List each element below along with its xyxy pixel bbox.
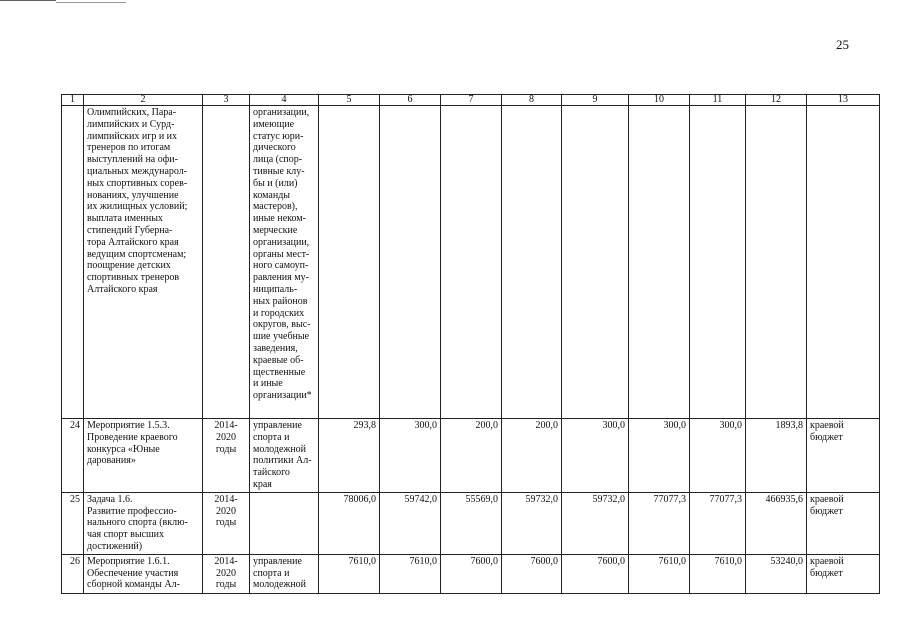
page-number: 25: [836, 37, 849, 52]
amount-cell: 7610,0: [319, 554, 380, 593]
amount-cell: 7600,0: [562, 554, 629, 593]
scan-edge-mark: [56, 2, 126, 3]
amount-cell: 59742,0: [380, 492, 441, 554]
text-line: заведения,: [253, 342, 298, 354]
text-line: шие учебные: [253, 331, 310, 343]
column-number: 7: [441, 95, 502, 106]
text-line: лимпийских и Сурд-: [87, 118, 175, 130]
text-line: команды: [253, 189, 291, 201]
row-number-cell: 24: [62, 419, 84, 493]
amount-cell: 7600,0: [441, 554, 502, 593]
text-line: бюджет: [810, 431, 843, 443]
text-line: спортивных тренеров: [87, 272, 180, 284]
table-row: [62, 419, 880, 493]
text-line: молодежной: [253, 579, 307, 591]
text-line: сборной команды Ал-: [87, 579, 180, 591]
text-line: 2020: [216, 431, 236, 443]
text-line: тайского: [253, 467, 290, 479]
text-line: спорта и: [253, 431, 290, 443]
text-line: бюджет: [810, 567, 843, 579]
measure-name-cell: [84, 106, 203, 419]
amount-cell: 59732,0: [562, 492, 629, 554]
text-line: Задача 1.6.: [87, 493, 133, 505]
text-line: 2014-: [214, 555, 238, 567]
table-row: [62, 554, 880, 593]
period-cell: [203, 106, 250, 419]
text-line: дарования»: [87, 455, 136, 467]
text-line: и иные: [253, 378, 283, 390]
text-line: щественные: [253, 366, 306, 378]
text-line: округов, выс-: [253, 319, 311, 331]
text-line: годы: [215, 517, 237, 529]
column-number: 12: [746, 95, 807, 106]
amount-cell: 59732,0: [502, 492, 562, 554]
amount-cell: 77077,3: [629, 492, 690, 554]
amount-cell: 77077,3: [690, 492, 746, 554]
text-line: Развитие профессио-: [87, 505, 177, 517]
text-line: циальных междунарол-: [87, 165, 188, 177]
text-line: выплата именных: [87, 213, 163, 225]
column-number: 8: [502, 95, 562, 106]
text-line: стипендий Губерна-: [87, 224, 173, 236]
text-line: и городских: [253, 307, 305, 319]
row-number-cell: 25: [62, 492, 84, 554]
text-line: края: [253, 478, 272, 490]
text-line: мерческие: [253, 224, 298, 236]
amount-cell: 55569,0: [441, 492, 502, 554]
text-line: статус юри-: [253, 130, 304, 142]
amount-cell: 300,0: [562, 419, 629, 493]
column-number: 6: [380, 95, 441, 106]
text-line: конкурса «Юные: [87, 443, 160, 455]
text-line: поощрение детских: [87, 260, 171, 272]
text-line: мастеров),: [253, 201, 298, 213]
text-line: Мероприятие 1.6.1.: [87, 555, 170, 567]
text-line: Мероприятие 1.5.3.: [87, 420, 170, 431]
period-cell: [203, 419, 250, 493]
text-line: тивные клу-: [253, 165, 305, 177]
row-number-cell: 26: [62, 554, 84, 593]
column-number: 13: [807, 95, 880, 106]
executor-cell: [250, 554, 319, 593]
text-line: органы мест-: [253, 248, 310, 260]
text-line: 2014-: [214, 420, 238, 431]
program-measures-table: [61, 94, 880, 594]
executor-cell: [250, 106, 319, 419]
text-line: лимпийских игр и их: [87, 130, 178, 142]
text-line: организации,: [253, 107, 310, 118]
text-line: годы: [215, 443, 237, 455]
text-line: лица (спор-: [253, 154, 303, 166]
text-line: политики Ал-: [253, 455, 312, 467]
text-line: организации,: [253, 236, 310, 248]
text-line: достижений): [87, 540, 143, 552]
text-line: управление: [253, 420, 302, 431]
column-number: 4: [250, 95, 319, 106]
funding-source-cell: [807, 492, 880, 554]
amount-cell: 200,0: [502, 419, 562, 493]
amount-cell: 300,0: [690, 419, 746, 493]
executor-cell: [250, 492, 319, 554]
text-line: Обеспечение участия: [87, 567, 179, 579]
text-line: ниципаль-: [253, 283, 298, 295]
scan-edge-mark: [0, 0, 56, 1]
text-line: краевой: [810, 493, 844, 505]
text-line: организации*: [253, 390, 312, 402]
column-number: 9: [562, 95, 629, 106]
amount-cell: 300,0: [380, 419, 441, 493]
text-line: нального спорта (вклю-: [87, 517, 188, 529]
text-line: имеющие: [253, 118, 295, 130]
text-line: ных районов: [253, 295, 308, 307]
text-line: спорта и: [253, 567, 290, 579]
text-line: ных спортивных сорев-: [87, 177, 188, 189]
text-line: 2020: [216, 567, 236, 579]
text-line: 2014-: [214, 493, 238, 505]
column-number: 5: [319, 95, 380, 106]
text-line: бы и (или): [253, 177, 298, 189]
executor-cell: [250, 419, 319, 493]
amount-cell: 293,8: [319, 419, 380, 493]
measure-name-cell: [84, 419, 203, 493]
measure-name-cell: [84, 554, 203, 593]
funding-source-cell: [807, 419, 880, 493]
table-row-continuation: [62, 106, 880, 419]
amount-cell: 7610,0: [690, 554, 746, 593]
amount-cell: 7610,0: [629, 554, 690, 593]
column-number: 2: [84, 95, 203, 106]
amount-cell: 78006,0: [319, 492, 380, 554]
row-number-cell: [62, 106, 84, 419]
text-line: краевой: [810, 420, 844, 431]
amount-cell: 200,0: [441, 419, 502, 493]
amount-cell: 53240,0: [746, 554, 807, 593]
funding-source-cell: [807, 554, 880, 593]
text-line: 2020: [216, 505, 236, 517]
amount-cell: 300,0: [629, 419, 690, 493]
text-line: иные неком-: [253, 213, 306, 225]
column-number: 10: [629, 95, 690, 106]
text-line: краевые об-: [253, 354, 304, 366]
text-line: нованиях, улучшение: [87, 189, 179, 201]
text-line: бюджет: [810, 505, 843, 517]
text-line: чая спорт высших: [87, 529, 165, 541]
column-number: 11: [690, 95, 746, 106]
amount-cell: 7610,0: [380, 554, 441, 593]
text-line: дического: [253, 142, 296, 154]
measure-name-text: [87, 107, 199, 296]
text-line: управление: [253, 555, 302, 567]
period-cell: [203, 554, 250, 593]
text-line: Проведение краевого: [87, 431, 178, 443]
text-line: Олимпийских, Пара-: [87, 107, 177, 118]
text-line: их жилищных условий;: [87, 201, 188, 213]
text-line: ного самоуп-: [253, 260, 309, 272]
amount-cell: 466935,6: [746, 492, 807, 554]
text-line: молодежной: [253, 443, 307, 455]
text-line: Алтайского края: [87, 283, 158, 295]
executor-text: [253, 107, 315, 402]
text-line: тора Алтайского края: [87, 236, 179, 248]
column-number: 3: [203, 95, 250, 106]
amount-cell: 7600,0: [502, 554, 562, 593]
column-number-row: [62, 95, 880, 106]
text-line: краевой: [810, 555, 844, 567]
text-line: годы: [215, 579, 237, 591]
text-line: равления му-: [253, 272, 309, 284]
measure-name-cell: [84, 492, 203, 554]
text-line: тренеров по итогам: [87, 142, 171, 154]
amount-cell: 1893,8: [746, 419, 807, 493]
column-number: 1: [62, 95, 84, 106]
table-row: [62, 492, 880, 554]
period-cell: [203, 492, 250, 554]
text-line: ведущим спортсменам;: [87, 248, 187, 260]
text-line: выступлений на офи-: [87, 154, 178, 166]
